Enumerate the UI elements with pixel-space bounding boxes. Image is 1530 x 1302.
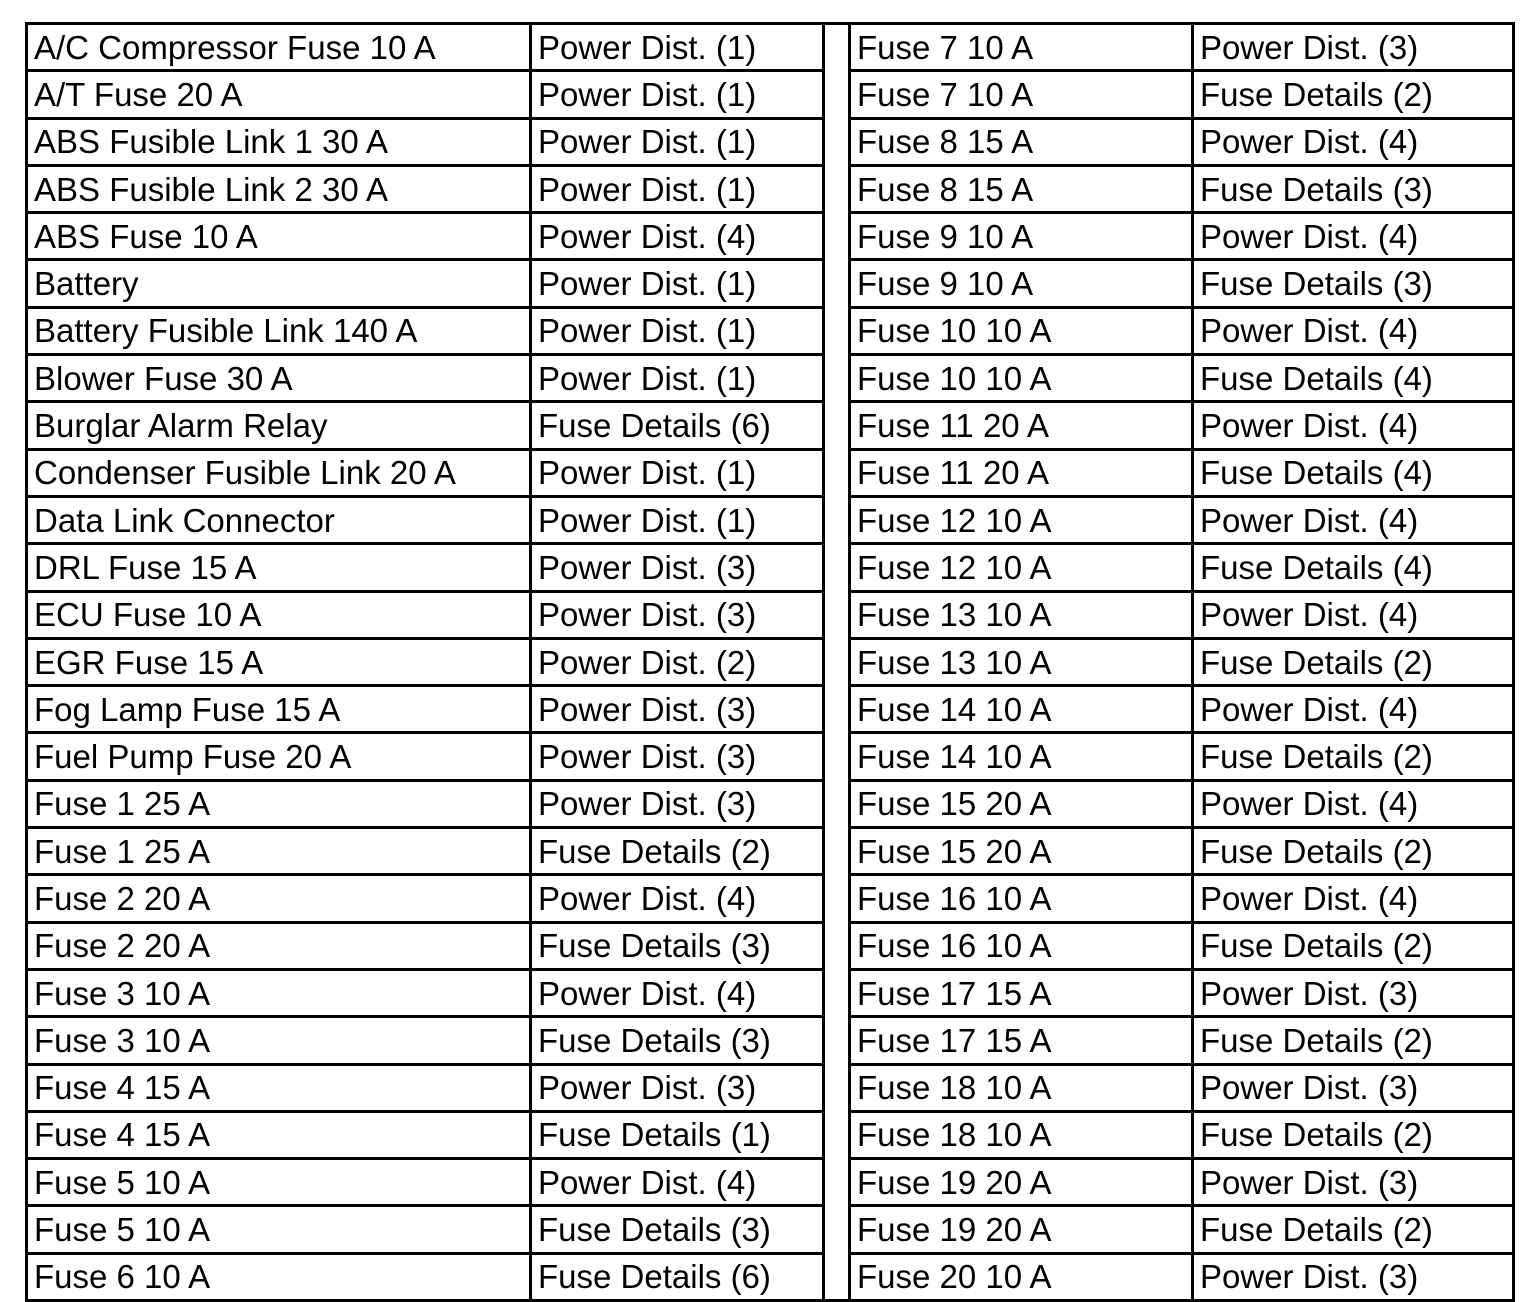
right-reference-cell: Fuse Details (4)	[1193, 355, 1514, 402]
column-gap	[824, 780, 850, 827]
right-component-cell: Fuse 7 10 A	[850, 71, 1193, 118]
right-reference-cell: Fuse Details (2)	[1193, 828, 1514, 875]
left-component-cell: Fuse 1 25 A	[27, 780, 531, 827]
right-component-cell: Fuse 12 10 A	[850, 544, 1193, 591]
table-row	[27, 922, 1514, 969]
left-reference-cell: Fuse Details (3)	[531, 922, 824, 969]
right-reference-cell: Fuse Details (2)	[1193, 922, 1514, 969]
column-gap	[824, 1064, 850, 1111]
right-reference-cell: Power Dist. (4)	[1193, 402, 1514, 449]
column-gap	[824, 591, 850, 638]
left-reference-cell: Power Dist. (4)	[531, 969, 824, 1016]
left-reference-cell: Power Dist. (3)	[531, 1064, 824, 1111]
column-gap	[824, 213, 850, 260]
left-reference-cell: Fuse Details (3)	[531, 1017, 824, 1064]
left-reference-cell: Power Dist. (4)	[531, 875, 824, 922]
left-reference-cell: Power Dist. (1)	[531, 355, 824, 402]
left-reference-cell: Fuse Details (2)	[531, 828, 824, 875]
right-component-cell: Fuse 19 20 A	[850, 1206, 1193, 1253]
column-gap	[824, 638, 850, 685]
right-component-cell: Fuse 9 10 A	[850, 213, 1193, 260]
left-reference-cell: Fuse Details (6)	[531, 1253, 824, 1300]
right-reference-cell: Power Dist. (3)	[1193, 969, 1514, 1016]
left-component-cell: Fuse 3 10 A	[27, 969, 531, 1016]
left-reference-cell: Fuse Details (3)	[531, 1206, 824, 1253]
right-component-cell: Fuse 9 10 A	[850, 260, 1193, 307]
right-reference-cell: Power Dist. (4)	[1193, 496, 1514, 543]
column-gap	[824, 24, 850, 71]
right-component-cell: Fuse 20 10 A	[850, 1253, 1193, 1300]
column-gap	[824, 733, 850, 780]
column-gap	[824, 1017, 850, 1064]
left-component-cell: Fuse 5 10 A	[27, 1206, 531, 1253]
column-gap	[824, 355, 850, 402]
left-reference-cell: Power Dist. (3)	[531, 780, 824, 827]
left-reference-cell: Fuse Details (6)	[531, 402, 824, 449]
left-reference-cell: Power Dist. (3)	[531, 686, 824, 733]
left-component-cell: Fuse 3 10 A	[27, 1017, 531, 1064]
table-row	[27, 71, 1514, 118]
left-reference-cell: Power Dist. (1)	[531, 496, 824, 543]
left-component-cell: ABS Fuse 10 A	[27, 213, 531, 260]
left-reference-cell: Power Dist. (1)	[531, 118, 824, 165]
left-component-cell: Data Link Connector	[27, 496, 531, 543]
column-gap	[824, 71, 850, 118]
column-gap	[824, 260, 850, 307]
right-component-cell: Fuse 8 15 A	[850, 165, 1193, 212]
right-reference-cell: Power Dist. (4)	[1193, 875, 1514, 922]
left-reference-cell: Power Dist. (1)	[531, 260, 824, 307]
left-component-cell: Fog Lamp Fuse 15 A	[27, 686, 531, 733]
component-location-index-table	[25, 22, 1515, 1302]
table-row	[27, 1206, 1514, 1253]
right-reference-cell: Fuse Details (2)	[1193, 1206, 1514, 1253]
right-component-cell: Fuse 16 10 A	[850, 875, 1193, 922]
left-reference-cell: Power Dist. (3)	[531, 733, 824, 780]
table-row	[27, 828, 1514, 875]
right-reference-cell: Power Dist. (3)	[1193, 24, 1514, 71]
left-reference-cell: Power Dist. (1)	[531, 165, 824, 212]
right-reference-cell: Power Dist. (3)	[1193, 1064, 1514, 1111]
left-component-cell: DRL Fuse 15 A	[27, 544, 531, 591]
table-row	[27, 307, 1514, 354]
left-reference-cell: Power Dist. (3)	[531, 591, 824, 638]
left-component-cell: Burglar Alarm Relay	[27, 402, 531, 449]
column-gap	[824, 828, 850, 875]
left-component-cell: Condenser Fusible Link 20 A	[27, 449, 531, 496]
column-gap	[824, 922, 850, 969]
left-reference-cell: Power Dist. (4)	[531, 213, 824, 260]
right-component-cell: Fuse 13 10 A	[850, 591, 1193, 638]
table-row	[27, 260, 1514, 307]
column-gap	[824, 449, 850, 496]
left-reference-cell: Power Dist. (1)	[531, 449, 824, 496]
column-gap	[824, 875, 850, 922]
right-component-cell: Fuse 11 20 A	[850, 402, 1193, 449]
table-row	[27, 165, 1514, 212]
column-gap	[824, 307, 850, 354]
table-row	[27, 733, 1514, 780]
right-component-cell: Fuse 8 15 A	[850, 118, 1193, 165]
right-reference-cell: Fuse Details (4)	[1193, 449, 1514, 496]
column-gap	[824, 1159, 850, 1206]
table-row	[27, 638, 1514, 685]
right-component-cell: Fuse 10 10 A	[850, 355, 1193, 402]
right-component-cell: Fuse 7 10 A	[850, 24, 1193, 71]
right-reference-cell: Power Dist. (4)	[1193, 591, 1514, 638]
right-component-cell: Fuse 15 20 A	[850, 780, 1193, 827]
table-row	[27, 686, 1514, 733]
right-reference-cell: Power Dist. (4)	[1193, 213, 1514, 260]
right-reference-cell: Fuse Details (4)	[1193, 544, 1514, 591]
left-component-cell: Fuse 6 10 A	[27, 1253, 531, 1300]
left-component-cell: ABS Fusible Link 2 30 A	[27, 165, 531, 212]
right-component-cell: Fuse 14 10 A	[850, 686, 1193, 733]
left-reference-cell: Power Dist. (1)	[531, 307, 824, 354]
left-reference-cell: Fuse Details (1)	[531, 1111, 824, 1158]
table-row	[27, 780, 1514, 827]
right-reference-cell: Fuse Details (2)	[1193, 1111, 1514, 1158]
table-row	[27, 591, 1514, 638]
column-gap	[824, 686, 850, 733]
left-reference-cell: Power Dist. (4)	[531, 1159, 824, 1206]
left-component-cell: Battery Fusible Link 140 A	[27, 307, 531, 354]
right-reference-cell: Power Dist. (4)	[1193, 118, 1514, 165]
right-reference-cell: Power Dist. (3)	[1193, 1253, 1514, 1300]
right-reference-cell: Fuse Details (2)	[1193, 1017, 1514, 1064]
table-row	[27, 1017, 1514, 1064]
column-gap	[824, 165, 850, 212]
column-gap	[824, 1253, 850, 1300]
column-gap	[824, 1111, 850, 1158]
right-component-cell: Fuse 11 20 A	[850, 449, 1193, 496]
table-row	[27, 1111, 1514, 1158]
left-component-cell: A/C Compressor Fuse 10 A	[27, 24, 531, 71]
left-reference-cell: Power Dist. (3)	[531, 544, 824, 591]
right-component-cell: Fuse 12 10 A	[850, 496, 1193, 543]
right-reference-cell: Fuse Details (2)	[1193, 733, 1514, 780]
left-reference-cell: Power Dist. (2)	[531, 638, 824, 685]
right-component-cell: Fuse 15 20 A	[850, 828, 1193, 875]
table-row	[27, 213, 1514, 260]
column-gap	[824, 118, 850, 165]
right-reference-cell: Fuse Details (2)	[1193, 638, 1514, 685]
column-gap	[824, 496, 850, 543]
left-component-cell: ECU Fuse 10 A	[27, 591, 531, 638]
left-reference-cell: Power Dist. (1)	[531, 24, 824, 71]
left-component-cell: Fuse 5 10 A	[27, 1159, 531, 1206]
right-reference-cell: Power Dist. (4)	[1193, 307, 1514, 354]
table-row	[27, 24, 1514, 71]
left-component-cell: Blower Fuse 30 A	[27, 355, 531, 402]
table-row	[27, 118, 1514, 165]
table-row	[27, 449, 1514, 496]
column-gap	[824, 544, 850, 591]
table-row	[27, 402, 1514, 449]
left-component-cell: Fuel Pump Fuse 20 A	[27, 733, 531, 780]
right-reference-cell: Power Dist. (4)	[1193, 780, 1514, 827]
right-component-cell: Fuse 14 10 A	[850, 733, 1193, 780]
right-component-cell: Fuse 19 20 A	[850, 1159, 1193, 1206]
column-gap	[824, 969, 850, 1016]
left-component-cell: ABS Fusible Link 1 30 A	[27, 118, 531, 165]
right-reference-cell: Fuse Details (3)	[1193, 260, 1514, 307]
table-row	[27, 544, 1514, 591]
right-reference-cell: Fuse Details (3)	[1193, 165, 1514, 212]
left-reference-cell: Power Dist. (1)	[531, 71, 824, 118]
table-row	[27, 1253, 1514, 1300]
right-component-cell: Fuse 16 10 A	[850, 922, 1193, 969]
left-component-cell: EGR Fuse 15 A	[27, 638, 531, 685]
right-component-cell: Fuse 17 15 A	[850, 969, 1193, 1016]
table-row	[27, 355, 1514, 402]
table-row	[27, 969, 1514, 1016]
column-gap	[824, 402, 850, 449]
right-reference-cell: Power Dist. (3)	[1193, 1159, 1514, 1206]
left-component-cell: Battery	[27, 260, 531, 307]
column-gap	[824, 1206, 850, 1253]
right-component-cell: Fuse 13 10 A	[850, 638, 1193, 685]
left-component-cell: Fuse 2 20 A	[27, 875, 531, 922]
right-component-cell: Fuse 18 10 A	[850, 1111, 1193, 1158]
index-table-body	[27, 24, 1514, 1301]
left-component-cell: Fuse 2 20 A	[27, 922, 531, 969]
table-row	[27, 875, 1514, 922]
table-row	[27, 496, 1514, 543]
right-reference-cell: Power Dist. (4)	[1193, 686, 1514, 733]
table-row	[27, 1064, 1514, 1111]
table-row	[27, 1159, 1514, 1206]
right-component-cell: Fuse 18 10 A	[850, 1064, 1193, 1111]
left-component-cell: Fuse 4 15 A	[27, 1111, 531, 1158]
left-component-cell: A/T Fuse 20 A	[27, 71, 531, 118]
right-reference-cell: Fuse Details (2)	[1193, 71, 1514, 118]
right-component-cell: Fuse 10 10 A	[850, 307, 1193, 354]
right-component-cell: Fuse 17 15 A	[850, 1017, 1193, 1064]
left-component-cell: Fuse 1 25 A	[27, 828, 531, 875]
left-component-cell: Fuse 4 15 A	[27, 1064, 531, 1111]
